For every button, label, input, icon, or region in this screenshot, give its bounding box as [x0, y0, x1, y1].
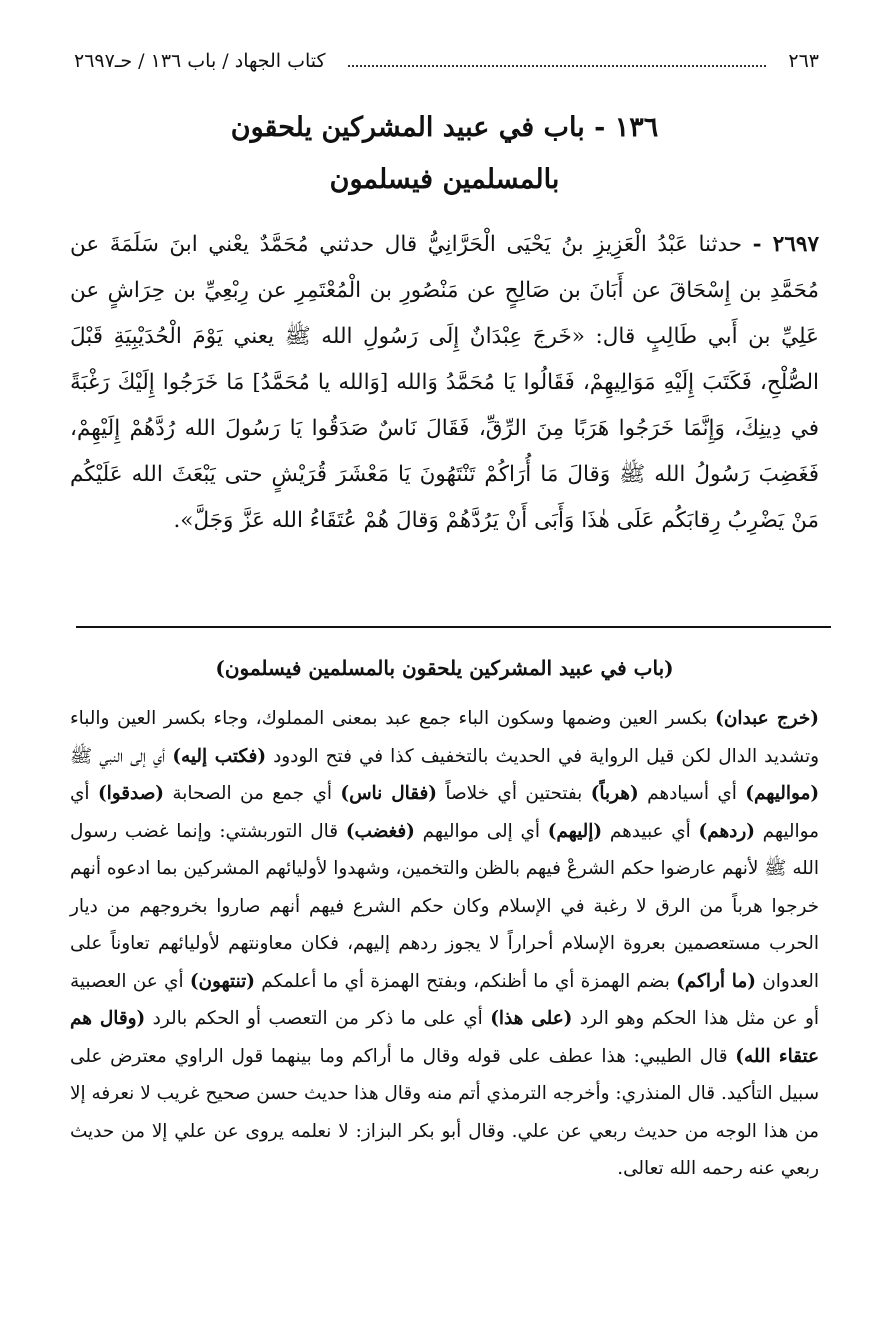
commentary-segment: أي إلى مواليهم: [414, 820, 548, 842]
hadith-number: ٢٦٩٧ -: [752, 232, 819, 257]
commentary-lemma: (خرج عبدان): [715, 708, 819, 729]
commentary-lemma: (تنتهون): [189, 970, 255, 992]
commentary-lemma: (إليهم): [547, 820, 603, 842]
running-head: كتاب الجهاد / باب ١٣٦ / حـ٢٦٩٧: [74, 50, 326, 72]
commentary-segment: قال التوربشتي: وإنما غضب رسول الله ﷺ لأنهم عارضوا حكم الشرعْ فيهم بالظن والتخمين، وشهدوا لأوليائهم المشركين بما ادعوه أنهم خرجوا هرباً من الرق لا رغبة في الإسلام وكان حكم الشرع فيهم أنهم صاروا بخروجهم من ديار الحرب مستعصمين بعروة الإسلام أحراراً لا يجوز ردهم إليهم، فكان معاونتهم لأوليائهم تعاوناً على العدوان: [70, 820, 819, 992]
commentary-lemma: (فكتب إليه): [172, 745, 267, 767]
commentary-lemma: (ما أراكم): [676, 970, 756, 992]
commentary-segment: بفتحتين أي خلاصاً: [437, 783, 591, 804]
commentary-lemma: (وقال هم عتقاء الله): [70, 1008, 819, 1067]
hadith-body: حدثنا عَبْدُ الْعَزِيزِ بنُ يَحْيَى الْحَرَّانِيُّ قال حدثني مُحَمَّدٌ يعْني ابنَ سَلَمَةَ عن مُحَمَّدِ بن إِسْحَاقَ عن أَبَانَ بن صَالِحٍ عن مَنْصُورِ بن الْمُعْتَمِرِ عن رِبْعِيِّ بن حِرَاشٍ عن عَلِيِّ بن أَبي طَالِبٍ قال: «خَرجَ عِبْدَانٌ إِلَى رَسُولِ الله ﷺ يعني يَوْمَ الْحُدَيْبِيَةِ قَبْلَ الصُّلْحِ، فَكَتَبَ إِلَيْهِ مَوَالِيهِمْ، فَقَالُوا يَا مُحَمَّدُ وَالله [وَالله يا مُحَمَّدُ] مَا خَرَجُوا إِلَيْكَ رَغْبَةً في دِينِكَ، وَإِنَّمَا خَرَجُوا هَرَبًا مِنَ الرِّقِّ، فَقَالَ نَاسٌ صَدَقُوا يَا رَسُولَ الله رُدَّهُمْ إِلَيْهِمْ، فَغَضِبَ رَسُولُ الله ﷺ وَقالَ مَا أُرَاكُمْ تَنْتَهُونَ يَا مَعْشَرَ قُرَيْشٍ حتى يَبْعَثَ الله عَلَيْكُم مَنْ يَضْرِبُ رِقابَكُم عَلَى هٰذَا وَأَبَى أَنْ يَرُدَّهُمْ وَقالَ هُمْ عُتَقَاءُ الله عَزَّ وَجَلَّ».: [70, 232, 819, 533]
commentary-title: (باب في عبيد المشركين يلحقون بالمسلمين فيسلمون): [215, 656, 674, 680]
hadith-text: [70, 222, 819, 544]
commentary-lemma: (فقال ناس): [340, 783, 438, 804]
commentary-segment: أي إلى النبي ﷺ: [70, 745, 173, 767]
chapter-title-line-1: ١٣٦ - باب في عبيد المشركين يلحقون: [230, 112, 659, 143]
commentary-segment: أي مواليهم: [70, 783, 819, 842]
commentary-lemma: (هرباً): [590, 783, 639, 804]
commentary-lemma: (فغضب): [345, 820, 415, 842]
commentary-lemma: (ردهم): [698, 820, 755, 842]
commentary-segment: أي عن العصبية أو عن مثل هذا الحكم وهو الرد: [70, 970, 819, 1029]
commentary-segment: بكسر العين وضمها وسكون الباء جمع عبد بمعنى المملوك، وجاء بكسر العين والباء وتشديد الدال لكن قيل الرواية في الحديث بالتخفيف كذا في فتح الودود: [70, 708, 820, 767]
commentary-segment: أي جمع من الصحابة: [164, 783, 341, 804]
header-leader-dots: [348, 55, 767, 67]
commentary-segment: أي عبيدهم: [602, 820, 699, 842]
page-header: [74, 44, 819, 78]
chapter-title-line-2: بالمسلمين فيسلمون: [329, 164, 560, 195]
commentary-lemma: (مواليهم): [745, 783, 820, 804]
commentary-text: [70, 700, 819, 1188]
section-divider: [76, 626, 831, 628]
chapter-title: [60, 102, 829, 206]
page-number: ٢٦٣: [788, 50, 819, 72]
commentary-segment: قال الطيبي: هذا عطف على قوله وقال ما أراكم وما بينهما قول الراوي معترض على سبيل التأكيد. قال المنذري: وأخرجه الترمذي أتم منه وقال هذا حديث حسن صحيح غريب لا نعرفه إلا من هذا الوجه من حديث ربعي عن علي. وقال أبو بكر البزاز: لا نعلمه يروى عن علي إلا من حديث ربعي عنه رحمه الله تعالى.: [70, 1045, 819, 1179]
commentary-lemma: (صدقوا): [97, 783, 165, 804]
commentary-segment: بضم الهمزة أي ما أظنكم، وبفتح الهمزة أي ما أعلمكم: [254, 970, 677, 992]
commentary-lemma: (على هذا): [490, 1008, 573, 1029]
commentary-segment: أي أسيادهم: [638, 783, 746, 804]
commentary-segment: أي على ما ذكر من التعصب أو الحكم بالرد: [145, 1008, 491, 1029]
